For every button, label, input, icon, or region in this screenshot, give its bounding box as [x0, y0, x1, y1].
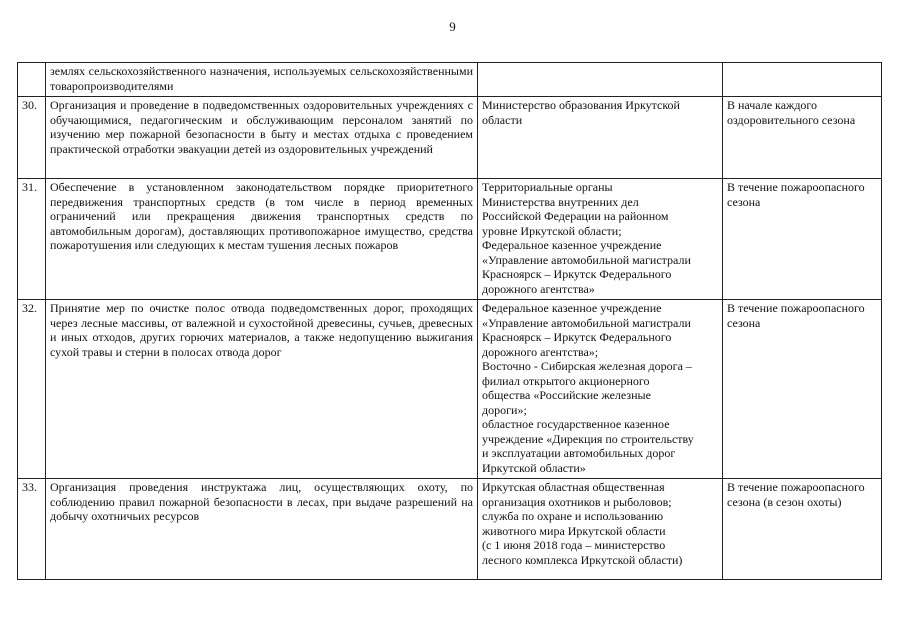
term-cell: [723, 179, 882, 300]
page-number: 9: [449, 19, 456, 34]
item-number: 33.: [18, 479, 46, 580]
table-row: [18, 179, 882, 300]
executor-line: дорожного агентства»;: [482, 344, 599, 359]
executor-line: дорожного агентства»: [482, 281, 595, 296]
executor-line: Федеральное казенное учреждение: [482, 301, 662, 315]
term-line: сезона: [727, 315, 761, 330]
measure-text: Организация и проведение в подведомственных оздоровительных учреждениях с обучающимися, педагогическим и обслуживающим персоналом занятий по изучению мер пожарной безопасности в быту и местах отдыха с проведением практической отработки эвакуации детей из оздоровительных учреждений: [46, 97, 478, 179]
executor-line: Территориальные органы: [482, 180, 613, 194]
executors-cell: [478, 63, 723, 97]
executor-line: Восточно - Сибирская железная дорога –: [482, 359, 692, 373]
table-row: [18, 479, 882, 580]
item-number: 32.: [18, 300, 46, 479]
item-number: 30.: [18, 97, 46, 179]
executor-line: уровне Иркутской области;: [482, 223, 622, 238]
term-cell: [723, 479, 882, 580]
executor-line: Федеральное казенное учреждение: [482, 238, 662, 252]
executor-line: животного мира Иркутской области: [482, 523, 666, 538]
executor-line: учреждение «Дирекция по строительству: [482, 431, 694, 446]
table-row: [18, 63, 882, 97]
executor-line: дороги»;: [482, 402, 527, 417]
executors-cell: [478, 179, 723, 300]
term-line: сезона (в сезон охоты): [727, 494, 842, 509]
executor-line: лесного комплекса Иркутской области): [482, 552, 683, 567]
executor-line: Иркутской области»: [482, 460, 586, 475]
executors-cell: [478, 300, 723, 479]
term-line: В течение пожароопасного: [727, 480, 865, 494]
measure-text: Обеспечение в установленном законодательством порядке приоритетного передвижения транспортных средств (в том числе в период временных ограничений или прекращения движения транспортных средств по автомобильным дорогам), доставляющих противопожарное имущество, средства пожаротушения или следующих к местам тушения лесных пожаров: [46, 179, 478, 300]
executor-line: областное государственное казенное: [482, 417, 670, 431]
term-line: оздоровительного сезона: [727, 112, 856, 127]
executor-line: Иркутская областная общественная: [482, 480, 665, 494]
executor-line: и эксплуатации автомобильных дорог: [482, 446, 676, 460]
term-cell: [723, 300, 882, 479]
executor-line: Российской Федерации на районном: [482, 209, 669, 223]
executor-line: Красноярск – Иркутск Федерального: [482, 330, 672, 344]
measure-text: Организация проведения инструктажа лиц, осуществляющих охоту, по соблюдению правил пожарной безопасности в лесах, при выдаче разрешений на добычу охотничьих ресурсов: [46, 479, 478, 580]
executor-line: организация охотников и рыболовов;: [482, 494, 672, 509]
table-body: [18, 63, 882, 580]
term-line: сезона: [727, 194, 761, 209]
item-number: 31.: [18, 179, 46, 300]
executor-line: области: [482, 112, 523, 127]
executor-line: Красноярск – Иркутск Федерального: [482, 267, 672, 281]
executor-line: служба по охране и использованию: [482, 509, 664, 523]
table-row: [18, 300, 882, 479]
table-row: [18, 97, 882, 179]
executor-line: «Управление автомобильной магистрали: [482, 252, 691, 267]
executors-cell: [478, 97, 723, 179]
term-line: В начале каждого: [727, 98, 818, 112]
executor-line: Министерства внутренних дел: [482, 194, 639, 209]
executors-cell: [478, 479, 723, 580]
term-line: В течение пожароопасного: [727, 180, 865, 194]
measure-text: Принятие мер по очистке полос отвода подведомственных дорог, проходящих через лесные массивы, от валежной и сухостойной древесины, сучьев, древесных и иных отходов, других горючих материалов, а также недопущению выжигания сухой травы и стерни в полосах отвода дорог: [46, 300, 478, 479]
term-cell: [723, 97, 882, 179]
executor-line: Министерство образования Иркутской: [482, 98, 680, 112]
term-cell: [723, 63, 882, 97]
executor-line: «Управление автомобильной магистрали: [482, 315, 691, 330]
measure-text: землях сельскохозяйственного назначения, используемых сельскохозяйственными товаропроизводителями: [46, 63, 478, 97]
executor-line: филиал открытого акционерного: [482, 373, 650, 388]
executor-line: общества «Российские железные: [482, 388, 651, 402]
executor-line: (с 1 июня 2018 года – министерство: [482, 538, 666, 552]
term-line: В течение пожароопасного: [727, 301, 865, 315]
measures-table: [17, 62, 882, 580]
item-number: [18, 63, 46, 97]
